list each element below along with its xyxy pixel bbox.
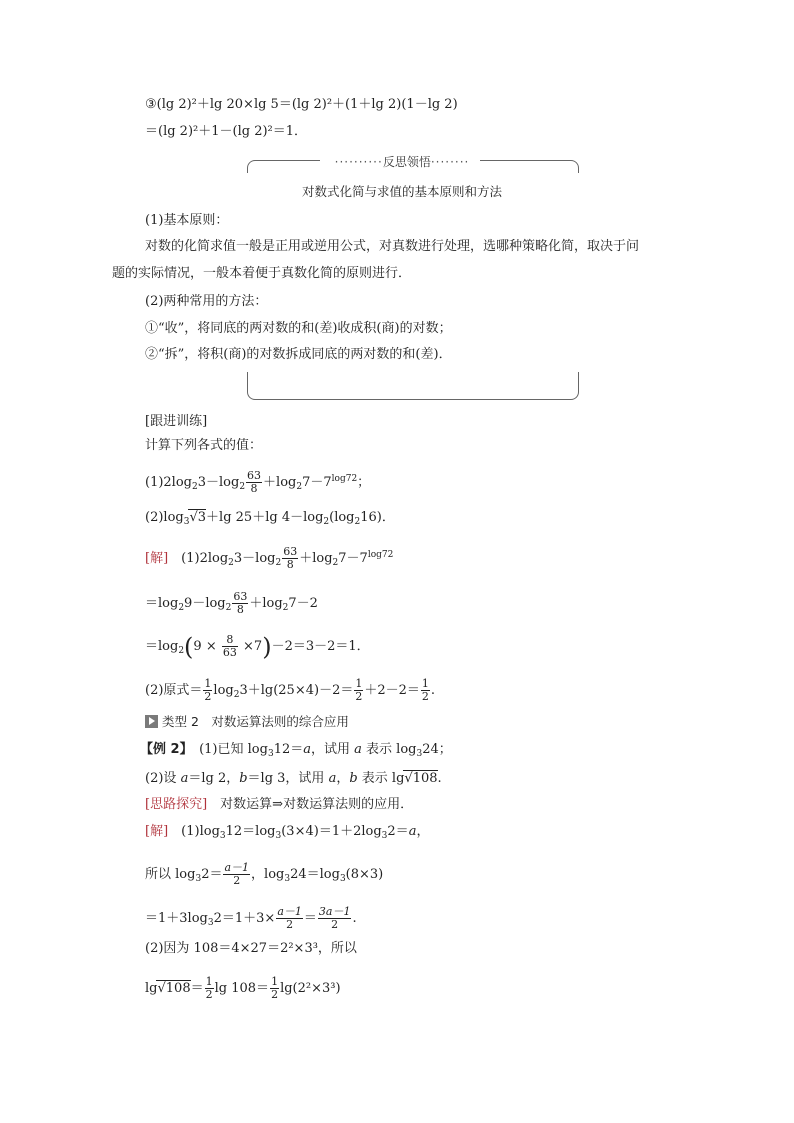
- reflection-banner: [292, 153, 512, 170]
- paragraph: ②“拆”，将积(商)的对数拆成同底的两对数的和(差)．: [145, 347, 452, 362]
- type2-title: 类型 2 对数运算法则的综合应用: [145, 714, 349, 730]
- banner-dots: ········: [430, 155, 470, 169]
- solution-label: [解]: [145, 551, 169, 566]
- solution2-line-3: $=1+3\log_32=1+3\times$ $\frac{a-1}{2}$ ＝ $\frac{3a-1}{2}$ .: [145, 905, 357, 931]
- paragraph: ①“收”，将同底的两对数的和(差)收成积(商)的对数；: [145, 321, 452, 336]
- paragraph: 对数的化简求值一般是正用或逆用公式，对真数进行处理，选哪种策略化简，取决于问: [145, 239, 640, 254]
- sqrt: √108: [404, 771, 438, 786]
- solution-line-2: $=\log_29-\log_2$ $\frac{63}{8}$ $+\log_27-2$: [145, 590, 318, 616]
- example-2-line-2: (2)设 a＝lg 2，b＝lg 3，试用 a，b 表示 lg√108.: [145, 771, 442, 786]
- think-line: [思路探究] 对数运算⇒对数运算法则的应用．: [145, 797, 414, 812]
- question-1: $(1)2\log_23-\log_2$ $\frac{63}{8}$ $+\log_27-7^{log72}$；: [145, 469, 371, 495]
- paragraph: (1)基本原则：: [145, 213, 229, 228]
- section-heading: 对数式化简与求值的基本原则和方法: [302, 184, 503, 199]
- practice-label: [跟进训练]: [145, 414, 208, 429]
- paragraph: 题的实际情况，一般本着便于真数化简的原则进行．: [112, 266, 412, 281]
- equation-line: ＝(lg 2)²＋1－(lg 2)²＝1．: [145, 124, 308, 139]
- sqrt: √108: [157, 981, 191, 996]
- play-icon: [145, 715, 158, 728]
- solution-label: [解]: [145, 824, 169, 839]
- solution-line-3: $=\log_2(9$ × $\frac{8}{63}$ ×7)－2＝3－2＝1．: [145, 633, 370, 661]
- practice-prompt: 计算下列各式的值：: [145, 438, 263, 453]
- solution-line-1: [解] $(1)2\log_23-\log_2$ $\frac{63}{8}$ $+\log_27-7^{log72}$: [145, 545, 394, 571]
- banner-dots: ··········: [334, 155, 383, 169]
- solution2-line-2: 所以 $\log_32=$ $\frac{a-1}{2}$ ，$\log_324=\log_3(8\times 3)$: [145, 861, 384, 887]
- sqrt: √3: [189, 510, 207, 525]
- solution2-line-1: [解] $(1)\log_312=\log_3(3\times 4)=1+2\log_32=a$，: [145, 824, 430, 841]
- think-label: [思路探究]: [145, 797, 208, 812]
- example-label: 【例 2】: [140, 742, 187, 757]
- banner-title: 反思领悟: [382, 155, 431, 169]
- example-2-line-1: 【例 2】 (1)已知 $\log_312=a$，试用 a 表示 $\log_324$；: [140, 742, 452, 759]
- solution2-line-5: lg√108＝ $\frac{1}{2}$ lg 108＝ $\frac{1}{2}$ lg(2²×3³): [145, 975, 341, 1001]
- paragraph: (2)两种常用的方法：: [145, 294, 268, 309]
- solution-line-4: (2)原式＝ $\frac{1}{2}$ $\log_23+\lg(25\times 4)-2=$ $\frac{1}{2}$ ＋2－2＝ $\frac{1}{2}$ .: [145, 677, 436, 703]
- equation-line: ③(lg 2)²＋lg 20×lg 5＝(lg 2)²＋(1＋lg 2)(1－lg 2): [145, 97, 458, 112]
- question-2: $(2)\log_3√3+\lg$ 25＋lg $4-\log_2(\log_216)$．: [145, 510, 395, 527]
- reflection-box-bottom: [247, 372, 579, 400]
- solution2-line-4: (2)因为 108＝4×27＝2²×3³，所以: [145, 941, 357, 956]
